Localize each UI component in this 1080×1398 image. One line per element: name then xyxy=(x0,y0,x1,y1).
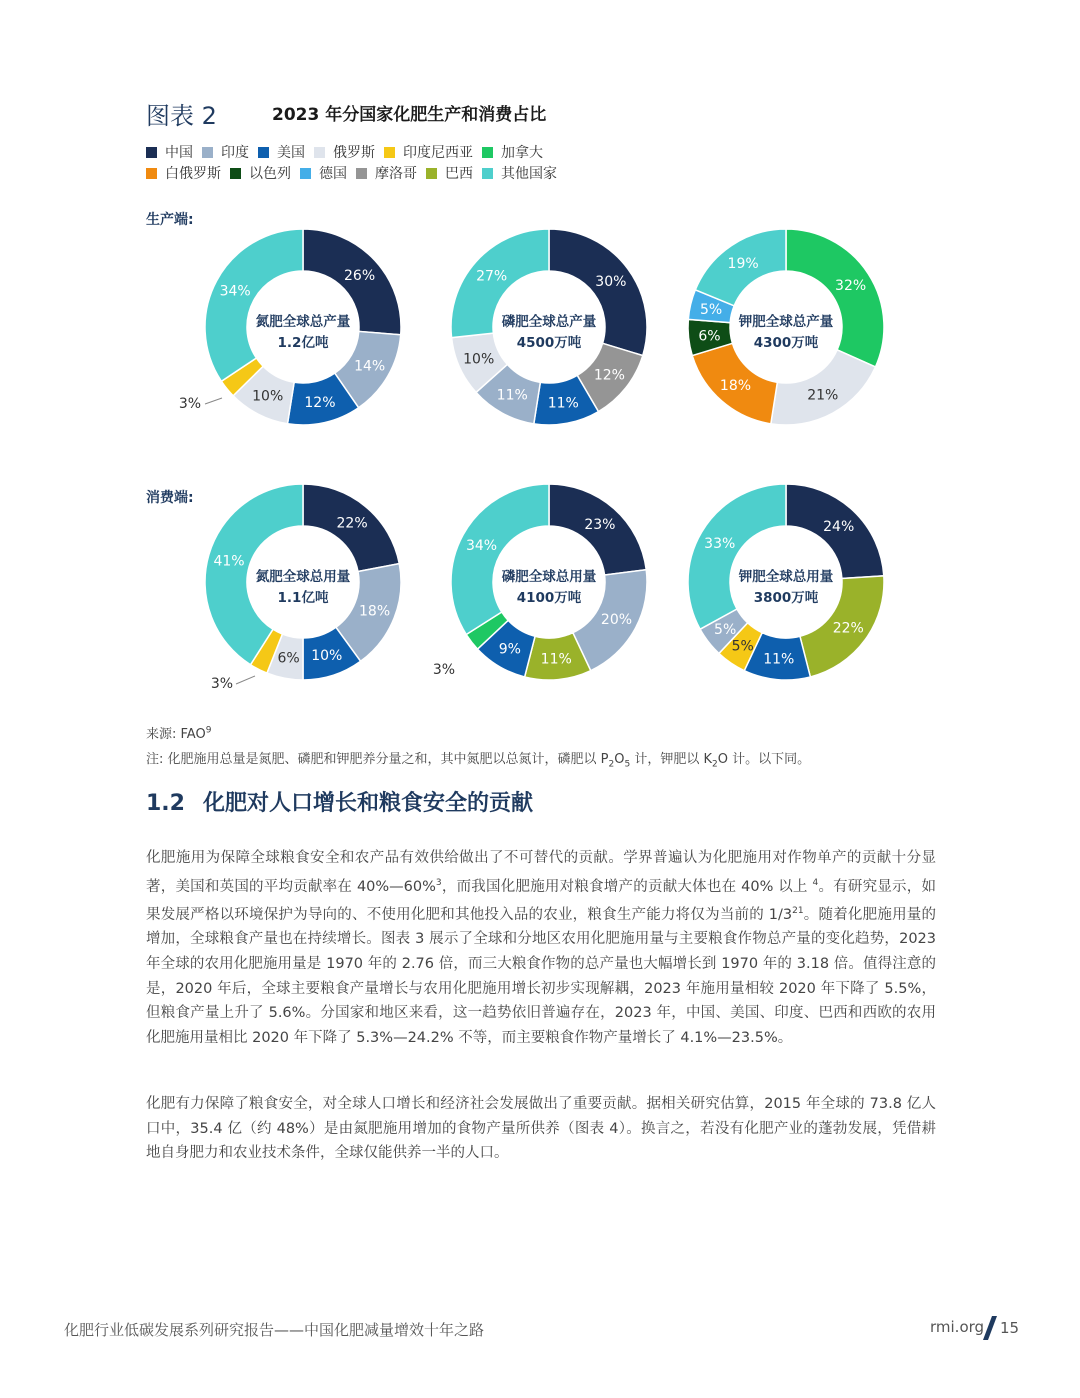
slice-label: 41% xyxy=(213,553,245,570)
section-number: 1.2 xyxy=(146,791,185,816)
slice-label: 3% xyxy=(432,662,456,678)
legend-label: 巴西 xyxy=(445,166,473,182)
page-number: 15 xyxy=(1000,1319,1020,1337)
slice-label: 23% xyxy=(584,517,616,534)
slice-label: 22% xyxy=(832,620,864,637)
slice-label: 30% xyxy=(595,274,627,291)
slice-label: 24% xyxy=(823,518,855,535)
note-prefix: 注: 化肥施用总量是氮肥、磷肥和钾肥养分量之和，其中氮肥以总氮计，磷肥以 P xyxy=(146,752,609,767)
figure-label: 图表 2 xyxy=(146,102,217,130)
paragraph-1-part-3: 。有研究显示，如果发展严格以环境保护为导向的、不使用化肥和其他投入品的农业，粮食生产能力将仅为当前的 1/3 xyxy=(146,878,936,923)
production-section-label: 生产端: xyxy=(146,212,194,228)
slice-label: 34% xyxy=(465,537,498,554)
donut-center-value: 4500万吨 xyxy=(516,335,582,351)
slice-label: 5% xyxy=(714,622,737,639)
donut-chart xyxy=(179,229,401,425)
slice-label: 5% xyxy=(731,638,754,655)
slice-label: 10% xyxy=(311,648,343,665)
legend-label: 其他国家 xyxy=(501,166,557,182)
paragraph-1-ref-1: 3 xyxy=(435,877,442,888)
slice-label: 5% xyxy=(699,302,723,319)
legend-label: 加拿大 xyxy=(501,145,543,161)
paragraph-1-ref-2: 4 xyxy=(812,877,819,888)
note-line xyxy=(146,748,810,770)
slice-label: 11% xyxy=(547,395,579,412)
note-sub-1: 2 xyxy=(608,759,615,770)
slice-label: 14% xyxy=(354,358,386,375)
donut-center-value: 4100万吨 xyxy=(516,590,582,606)
slice-label: 3% xyxy=(178,396,202,412)
section-title: 化肥对人口增长和粮食安全的贡献 xyxy=(202,791,533,816)
section-heading xyxy=(146,786,533,817)
figure-title: 2023 年分国家化肥生产和消费占比 xyxy=(272,105,547,125)
donut-slice xyxy=(688,484,786,629)
slice-label: 22% xyxy=(336,515,368,532)
legend-label: 摩洛哥 xyxy=(375,166,417,182)
slice-label: 12% xyxy=(593,367,625,384)
slice-label: 18% xyxy=(359,603,391,620)
slice-label: 33% xyxy=(704,535,736,552)
consumption-section-label: 消费端: xyxy=(146,490,194,506)
label-leader-line xyxy=(236,676,255,684)
legend-label: 中国 xyxy=(165,145,193,161)
donut-center-title: 氮肥全球总产量 xyxy=(255,314,351,330)
slice-label: 6% xyxy=(698,328,721,345)
footer-site[interactable]: rmi.org xyxy=(930,1318,985,1336)
slice-label: 32% xyxy=(835,278,867,295)
paragraph-1 xyxy=(146,846,936,1050)
slice-label: 19% xyxy=(727,256,759,273)
legend-label: 印度 xyxy=(221,145,249,161)
donut-slice xyxy=(451,484,549,635)
slice-label: 11% xyxy=(540,651,572,668)
donut-center-title: 钾肥全球总产量 xyxy=(738,314,834,330)
donut-center-title: 磷肥全球总用量 xyxy=(501,569,597,585)
note-mid-1: O xyxy=(614,752,625,767)
slice-label: 11% xyxy=(496,387,528,404)
paragraph-2: 化肥有力保障了粮食安全，对全球人口增长和经济社会发展做出了重要贡献。据相关研究估算，2015 年全球的 73.8 亿人口中，35.4 亿（约 48%）是由氮肥施用增加的食物产量所供养（图表 4）。换言之，若没有化肥产业的蓬勃发展，凭借耕地自身肥力和农业技术条件，全球仅能供养一半的人口。 xyxy=(146,1096,936,1162)
donut-chart xyxy=(433,484,647,680)
note-sub-3: 2 xyxy=(711,759,718,770)
donut-center-title: 磷肥全球总产量 xyxy=(501,314,597,330)
paragraph-1-ref-3: 21 xyxy=(792,906,804,917)
note-mid-2: 计，钾肥以 K xyxy=(630,752,712,767)
source-ref: 9 xyxy=(205,725,212,736)
slice-label: 10% xyxy=(252,388,284,405)
slice-label: 18% xyxy=(719,378,752,395)
donut-center-value: 1.1亿吨 xyxy=(277,590,329,606)
donut-chart xyxy=(451,229,647,425)
note-suffix: O 计。以下同。 xyxy=(717,752,811,767)
slice-label: 20% xyxy=(600,612,633,629)
slice-label: 9% xyxy=(498,641,521,658)
note-sub-2: 5 xyxy=(624,759,631,770)
donut-center-value: 4300万吨 xyxy=(753,335,819,351)
slice-label: 6% xyxy=(277,650,300,667)
slice-label: 10% xyxy=(463,351,495,368)
slice-label: 26% xyxy=(344,267,376,284)
paragraph-1-part-4: 。随着化肥施用量的增加，全球粮食产量也在持续增长。图表 3 展示了全球和分地区农用化肥施用量与主要粮食作物总产量的变化趋势，2023 年全球的农用化肥施用量是 1970 年的 2.76 倍，而三大粮食作物的总产量也大幅增长到 1970 年的 3.18 倍。值得注意的是，2020 年后，全球主要粮食产量增长与农用化肥施用增长初步实现解耦，2023 年施用量相较 2020 年下降了 5.5%，但粮食产量上升了 5.6%。分国家和地区来看，这一趋势依旧普遍存在，2023 年，中国、美国、印度、巴西和西欧的农用化肥施用量相比 2020 年下降了 5.3%—24.2% 不等，而主要粮食作物产量增长了 4.1%—23.5%。 xyxy=(146,906,936,1046)
slash-icon xyxy=(983,1316,997,1340)
donut-chart xyxy=(205,484,401,692)
donut-center-title: 氮肥全球总用量 xyxy=(255,569,351,585)
source-line xyxy=(146,723,211,742)
legend-label: 俄罗斯 xyxy=(333,145,375,161)
slice-label: 3% xyxy=(210,676,234,692)
paragraph-1-part-1: 化肥施用为保障全球粮食安全和农产品有效供给做出了不可替代的贡献。学界普遍认为化肥施用对作物单产的贡献十分显著，美国和英国的平均贡献率在 40%—60% xyxy=(146,850,936,895)
slice-label: 21% xyxy=(807,387,839,404)
slice-label: 27% xyxy=(476,268,508,285)
footer-report-title: 化肥行业低碳发展系列研究报告——中国化肥减量增效十年之路 xyxy=(64,1321,485,1339)
source-text: 来源: FAO xyxy=(146,727,206,742)
donut-chart xyxy=(688,484,884,680)
legend-label: 美国 xyxy=(277,145,305,161)
legend-label: 以色列 xyxy=(249,166,291,182)
slice-label: 34% xyxy=(219,283,251,300)
slice-label: 11% xyxy=(763,651,795,668)
legend-label: 印度尼西亚 xyxy=(403,145,473,161)
donut-slice xyxy=(205,229,303,381)
donut-center-value: 1.2亿吨 xyxy=(277,335,329,351)
paragraph-1-part-2: ，而我国化肥施用对粮食增产的贡献大体也在 40% 以上 xyxy=(441,878,813,895)
donut-chart xyxy=(688,229,884,425)
label-leader-line xyxy=(205,398,222,404)
legend-label: 德国 xyxy=(319,166,347,182)
donut-center-title: 钾肥全球总用量 xyxy=(738,569,834,585)
donut-center-value: 3800万吨 xyxy=(753,590,819,606)
slice-label: 12% xyxy=(304,395,336,412)
legend-label: 白俄罗斯 xyxy=(165,166,221,182)
